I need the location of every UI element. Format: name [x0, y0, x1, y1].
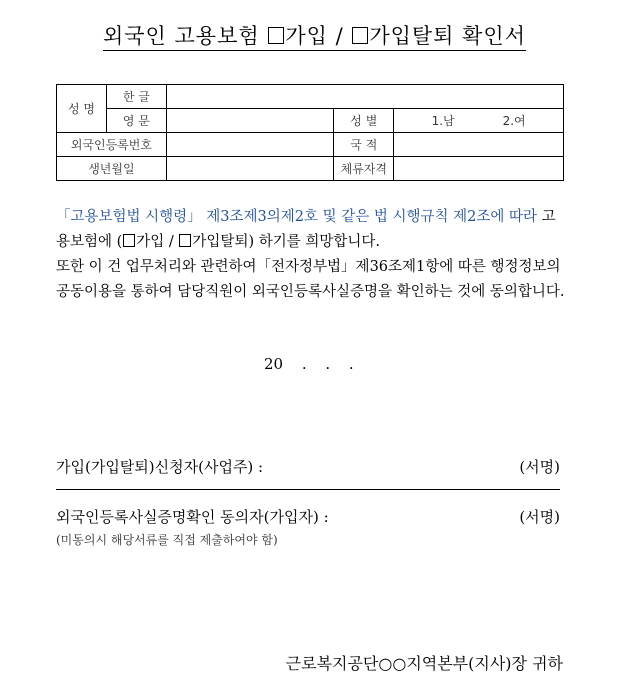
addressee: 근로복지공단○○지역본부(지사)장 귀하 [285, 654, 563, 673]
join-option-checkbox[interactable] [123, 234, 135, 247]
consent-signature-row [56, 506, 560, 527]
consent-statement [56, 255, 568, 305]
korean-name-label: 한 글 [106, 85, 166, 109]
registration-number-label: 외국인등록번호 [57, 133, 167, 157]
applicant-label: 가입(가입탈퇴)신청자(사업주) : [56, 458, 264, 476]
korean-name-field[interactable] [166, 85, 563, 109]
nationality-label: 국 적 [334, 133, 394, 157]
date-line[interactable]: 20 . . . [264, 355, 354, 373]
legal-basis-text: 「고용보험법 시행령」 제3조제3의제2호 및 같은 법 시행규칙 제2조에 따라 [56, 209, 537, 225]
visa-status-field[interactable] [394, 157, 564, 181]
statement-text-b: 가입 / [136, 234, 179, 250]
withdraw-option-checkbox[interactable] [179, 234, 191, 247]
gender-label: 성 별 [334, 109, 394, 133]
title-text-1: 외국인 고용보험 [102, 24, 268, 48]
divider [56, 489, 560, 490]
consent-text: 또한 이 건 업무처리와 관련하여「전자정부법」제36조제1항에 따른 행정정보의 공동이용을 통하여 담당직원이 외국인등록사실증명을 확인하는 것에 동의합니다. [56, 259, 565, 300]
non-consent-note: (미동의시 해당서류를 직접 제출하여야 함) [56, 533, 278, 547]
gender-female-option[interactable]: 2.여 [502, 114, 526, 128]
gender-male-option[interactable]: 1.남 [431, 114, 455, 128]
applicant-signature[interactable]: (서명) [519, 458, 560, 476]
gender-field[interactable] [394, 109, 564, 133]
english-name-field[interactable] [166, 109, 334, 133]
application-statement [56, 205, 568, 255]
document-title [0, 20, 629, 50]
title-text-3: 가입탈퇴 확인서 [369, 24, 527, 48]
personal-info-table [56, 84, 564, 181]
withdraw-checkbox[interactable] [352, 27, 368, 44]
join-checkbox[interactable] [268, 27, 284, 44]
statement-text-c: 가입탈퇴) 하기를 희망합니다. [192, 234, 380, 250]
birthdate-label: 생년월일 [57, 157, 167, 181]
birthdate-field[interactable] [166, 157, 334, 181]
consent-signature[interactable]: (서명) [519, 508, 560, 526]
english-name-label: 영 문 [106, 109, 166, 133]
registration-number-field[interactable] [166, 133, 334, 157]
title-text-2: 가입 / [285, 24, 352, 48]
consent-label: 외국인등록사실증명확인 동의자(가입자) : [56, 508, 329, 526]
statement-text-a: 고용보험에 ( [56, 209, 556, 250]
name-label: 성 명 [57, 85, 107, 133]
applicant-signature-row [56, 456, 560, 477]
visa-status-label: 체류자격 [334, 157, 394, 181]
nationality-field[interactable] [394, 133, 564, 157]
